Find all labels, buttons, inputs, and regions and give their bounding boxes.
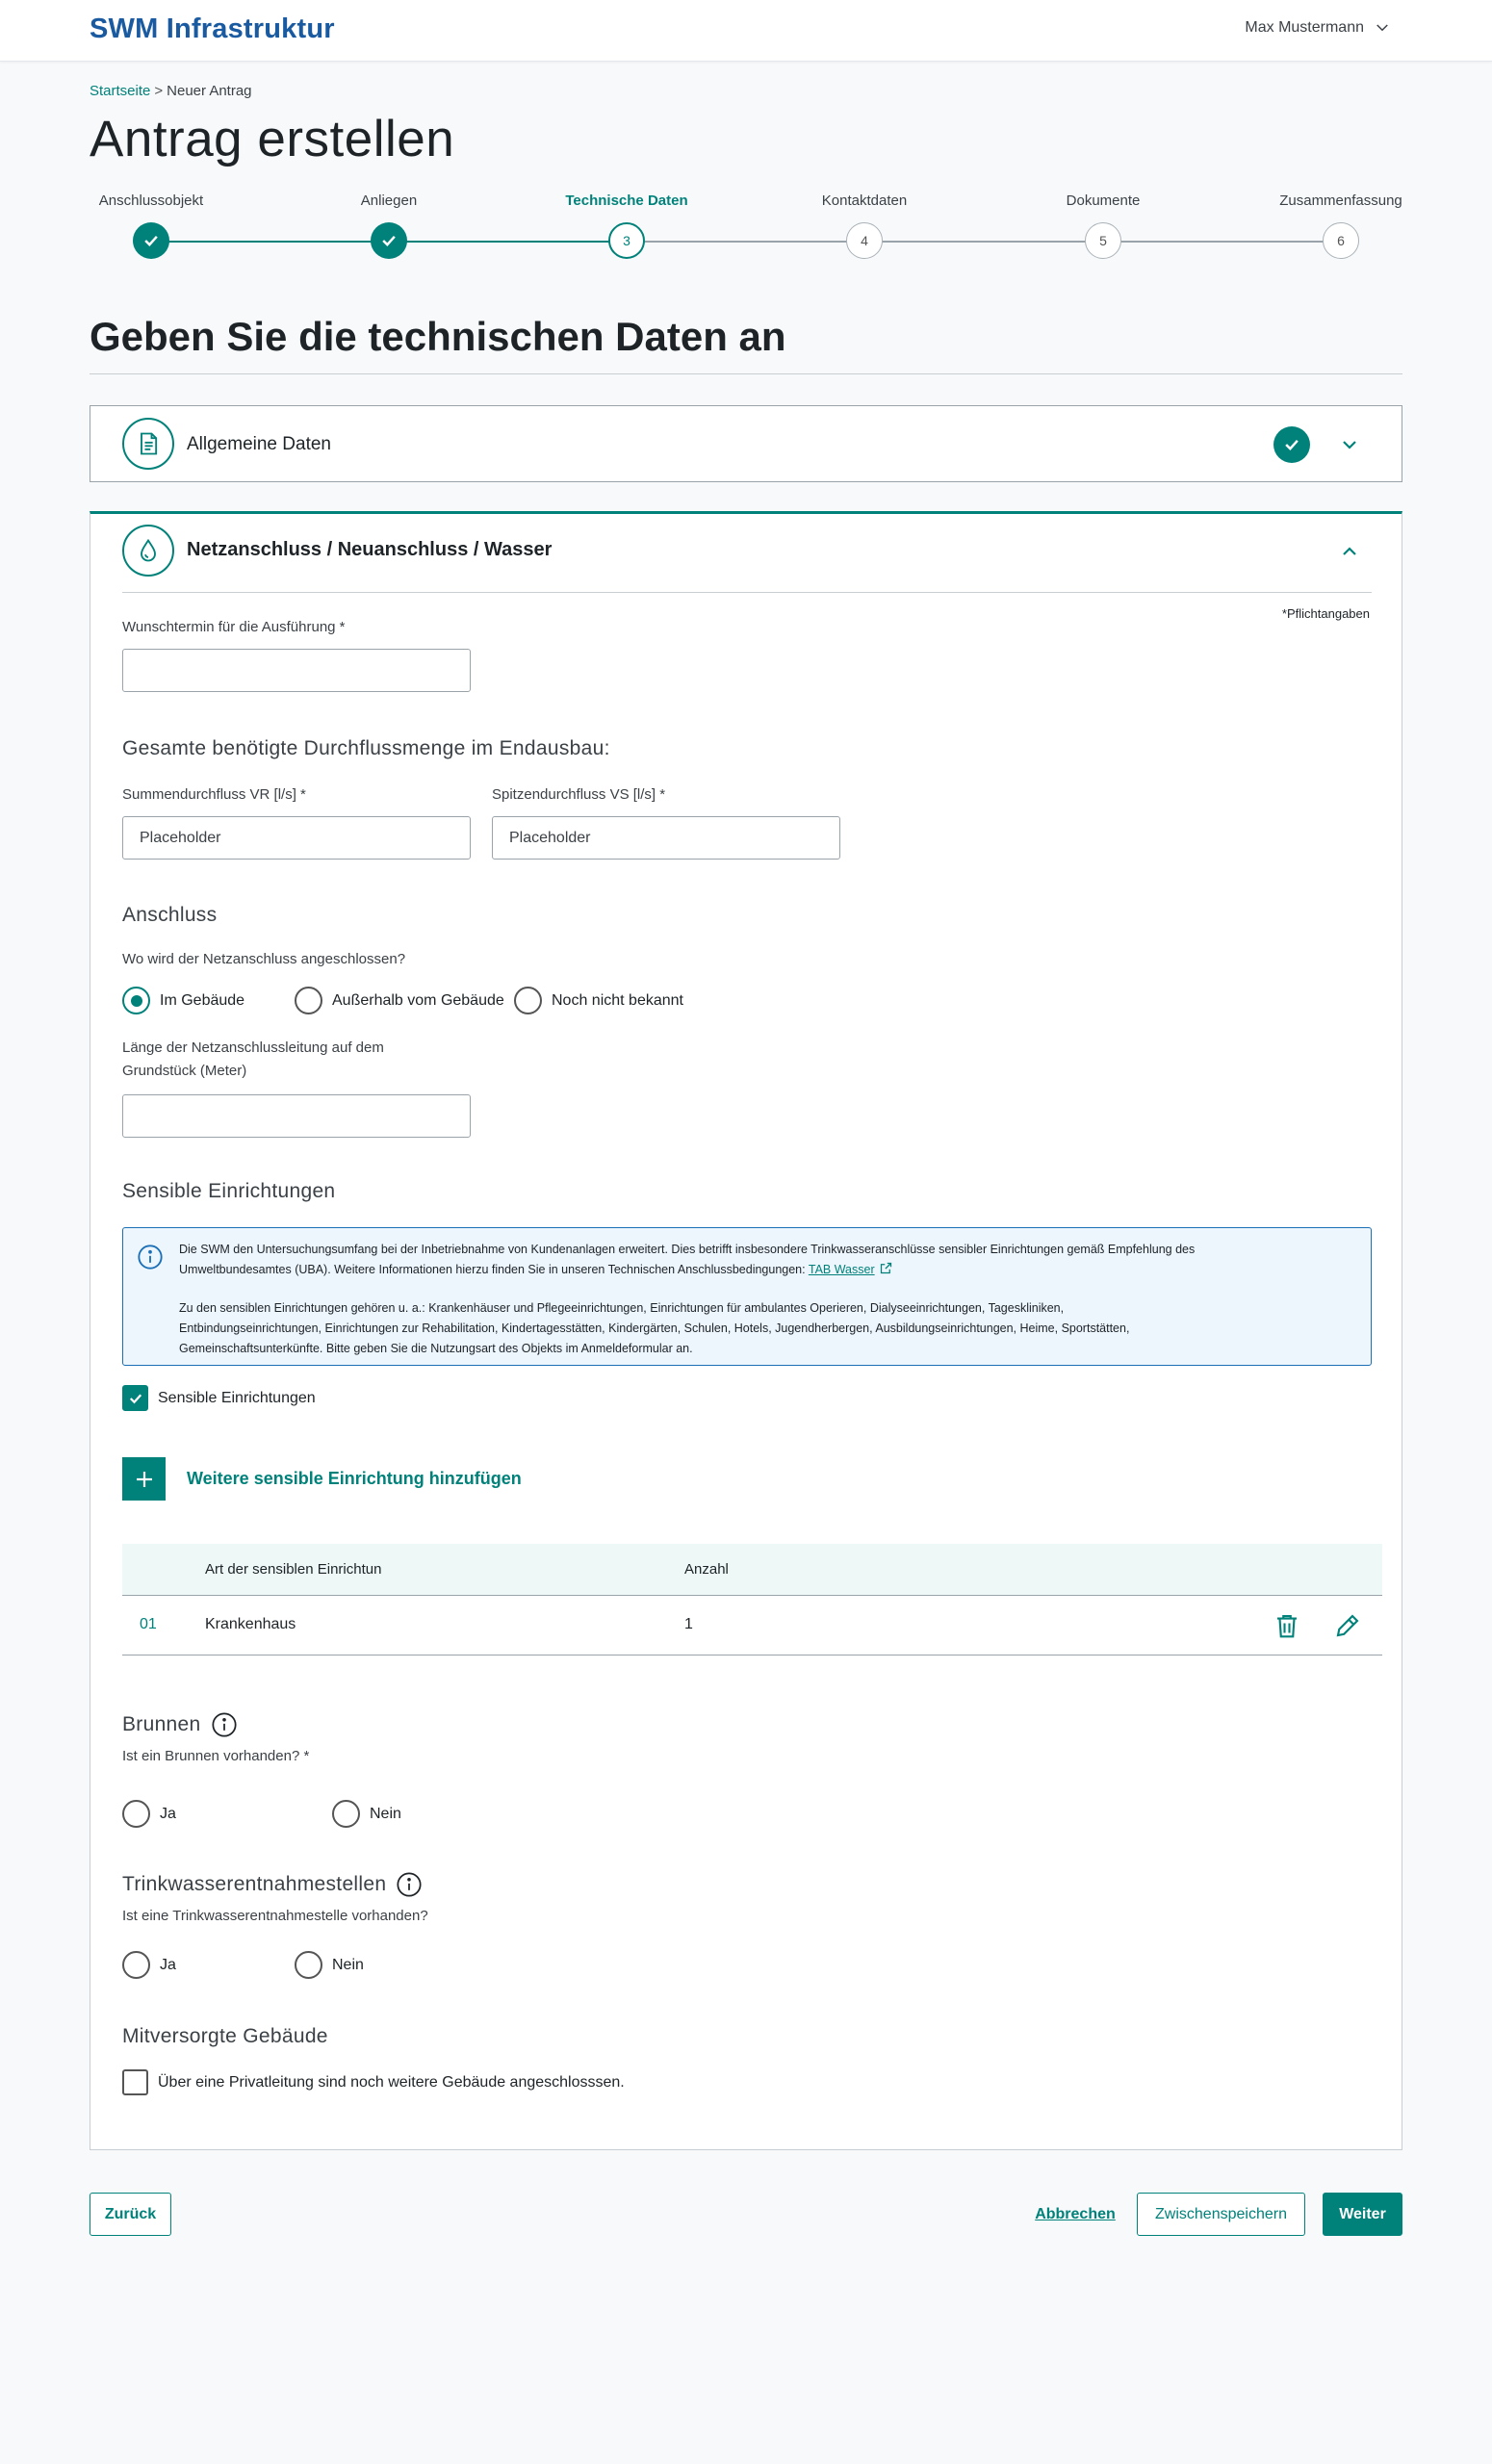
spitzendurchfluss-label: Spitzendurchfluss VS [l/s] * [492,786,666,803]
info-icon[interactable] [211,1711,238,1738]
add-button-label: Weitere sensible Einrichtung hinzufügen [187,1469,522,1488]
step-number: 5 [1085,222,1121,259]
page-title: Antrag erstellen [90,111,455,167]
step-number: 4 [846,222,883,259]
tab-wasser-link[interactable]: TAB Wasser [808,1263,875,1276]
radio-label: Ja [160,1956,176,1973]
document-icon [122,418,174,470]
summendurchfluss-input[interactable] [122,816,471,860]
info-icon[interactable] [396,1871,423,1898]
next-button[interactable]: Weiter [1323,2193,1402,2236]
step-label: Dokumente [1066,192,1141,209]
plus-icon [122,1457,166,1501]
radio-dot [122,1951,150,1979]
step-number: 6 [1323,222,1359,259]
laenge-input[interactable] [122,1094,471,1138]
user-name: Max Mustermann [1245,19,1364,36]
step-technische-daten[interactable] [540,192,713,259]
info-icon [137,1244,164,1270]
brand-logo[interactable]: SWM Infrastruktur [90,13,335,44]
checkbox-box [122,1385,148,1411]
mitversorgt-heading: Mitversorgte Gebäude [122,2025,328,2047]
completed-check-icon [1273,426,1310,463]
column-header-art: Art der sensiblen Einrichtun [205,1561,382,1578]
step-label: Anliegen [360,192,418,209]
radio-dot [295,987,322,1014]
info-text-line1: Die SWM den Untersuchungsumfang bei der Inbetriebnahme von Kundenanlagen erweitert. Dies betrifft insbesondere Trinkwasseranschlüsse sensibler Einrichtungen gemäß Empfehlung des [179,1243,1196,1256]
checkbox-box [122,2069,148,2095]
radio-label: Noch nicht bekannt [552,991,683,1009]
radio-label: Nein [332,1956,364,1973]
wunschtermin-label: Wunschtermin für die Ausführung * [122,619,346,635]
laenge-label-line1: Länge der Netzanschlussleitung auf dem [122,1040,384,1056]
row-count: 1 [684,1616,693,1632]
breadcrumb-current: Neuer Antrag [167,83,252,99]
anschluss-question: Wo wird der Netzanschluss angeschlossen? [122,951,406,967]
top-bar [0,0,1492,62]
radio-dot [514,987,542,1014]
stepper-line-todo [627,241,1343,243]
info-text-line2-text: Umweltbundesamtes (UBA). Weitere Informationen hierzu finden Sie in unseren Technischen Anschlussbedingungen: [179,1263,806,1276]
table-header [122,1544,1382,1596]
add-sensible-einrichtung-button[interactable] [122,1457,522,1501]
back-button[interactable]: Zurück [90,2193,171,2236]
chevron-down-icon [1374,19,1391,37]
step-anliegen[interactable] [302,192,476,259]
spitzendurchfluss-input[interactable] [492,816,840,860]
radio-dot [122,987,150,1014]
anschluss-heading: Anschluss [122,904,218,926]
row-number: 01 [140,1616,157,1632]
brunnen-heading-text: Brunnen [122,1713,201,1735]
step-label: Anschlussobjekt [98,192,204,209]
sensible-einrichtungen-checkbox[interactable] [122,1385,316,1411]
step-kontaktdaten[interactable] [778,192,951,259]
chevron-down-icon[interactable] [1338,433,1361,456]
radio-dot [295,1951,322,1979]
checkbox-label: Über eine Privatleitung sind noch weitere Gebäude angeschlosssen. [158,2073,625,2091]
radio-dot [122,1800,150,1828]
radio-im-gebaeude[interactable] [122,987,244,1014]
sensible-heading: Sensible Einrichtungen [122,1180,336,1202]
chevron-up-icon[interactable] [1338,540,1361,563]
step-label: Zusammenfassung [1279,192,1402,209]
radio-label: Im Gebäude [160,991,245,1009]
info-text-line5: Gemeinschaftsunterkünfte. Bitte geben Sie die Nutzungsart des Objekts im Anmeldeformular an. [179,1342,693,1355]
water-drop-icon [122,525,174,577]
external-link-icon [879,1261,893,1275]
check-icon [133,222,169,259]
step-number: 3 [608,222,645,259]
trinkwasser-question: Ist eine Trinkwasserentnahmestelle vorhanden? [122,1908,428,1924]
edit-pencil-icon[interactable] [1333,1611,1362,1640]
trash-icon[interactable] [1273,1611,1301,1640]
sensible-einrichtungen-table [122,1544,1382,1656]
radio-trinkwasser-ja[interactable] [122,1951,176,1979]
accordion-title: Netzanschluss / Neuanschluss / Wasser [187,539,553,560]
save-draft-button[interactable]: Zwischenspeichern [1137,2193,1305,2236]
radio-label: Außerhalb vom Gebäude [332,991,504,1009]
trinkwasser-heading [122,1871,423,1898]
brunnen-heading [122,1711,238,1738]
radio-ausserhalb[interactable] [295,987,504,1014]
info-box [122,1227,1372,1366]
check-icon [127,1390,144,1407]
progress-stepper [90,192,1403,270]
step-dokumente[interactable] [1016,192,1190,259]
durchfluss-heading: Gesamte benötigte Durchflussmenge im Endausbau: [122,737,610,759]
info-text-line4: Entbindungseinrichtungen, Einrichtungen zur Rehabilitation, Kindertagesstätten, Kindergärten, Schulen, Hotels, Jugendherbergen, Ausbildungseinrichtungen, Heime, Sportstätten, [179,1322,1130,1335]
divider [90,373,1402,374]
trinkwasser-heading-text: Trinkwasserentnahmestellen [122,1873,387,1895]
wunschtermin-input[interactable] [122,649,471,692]
divider [122,592,1372,593]
cancel-link[interactable]: Abbrechen [1035,2205,1116,2222]
step-anschlussobjekt[interactable] [64,192,238,259]
section-title: Geben Sie die technischen Daten an [90,314,786,359]
info-text-line2 [179,1260,1344,1280]
radio-brunnen-nein[interactable] [332,1800,401,1828]
step-zusammenfassung[interactable] [1254,192,1428,259]
accordion-netzanschluss-wasser [90,511,1402,2150]
required-note: *Pflichtangaben [1281,606,1370,621]
radio-dot [332,1800,360,1828]
summendurchfluss-label: Summendurchfluss VR [l/s] * [122,786,306,803]
check-icon [371,222,407,259]
info-text-line3: Zu den sensiblen Einrichtungen gehören u. a.: Krankenhäuser und Pflegeeinrichtungen, Einrichtungen für ambulantes Operieren, Dialyseeinrichtungen, Tageskliniken, [179,1301,1065,1315]
radio-label: Nein [370,1805,401,1822]
accordion-title: Allgemeine Daten [187,434,331,454]
checkbox-label: Sensible Einrichtungen [158,1389,316,1406]
breadcrumb-home[interactable]: Startseite [90,83,151,99]
row-type: Krankenhaus [205,1616,296,1632]
radio-brunnen-ja[interactable] [122,1800,176,1828]
column-header-anzahl: Anzahl [684,1561,729,1578]
radio-trinkwasser-nein[interactable] [295,1951,364,1979]
breadcrumb-separator: > [154,83,164,99]
breadcrumb [90,83,252,99]
mitversorgt-checkbox[interactable] [122,2069,625,2095]
brunnen-question: Ist ein Brunnen vorhanden? * [122,1748,310,1764]
user-menu[interactable] [1245,19,1391,37]
laenge-label-line2: Grundstück (Meter) [122,1063,247,1079]
accordion-allgemeine-daten[interactable] [90,405,1402,482]
table-row [122,1596,1382,1656]
step-label: Kontaktdaten [821,192,908,209]
radio-noch-nicht-bekannt[interactable] [514,987,683,1014]
radio-label: Ja [160,1805,176,1822]
step-label: Technische Daten [565,192,688,209]
